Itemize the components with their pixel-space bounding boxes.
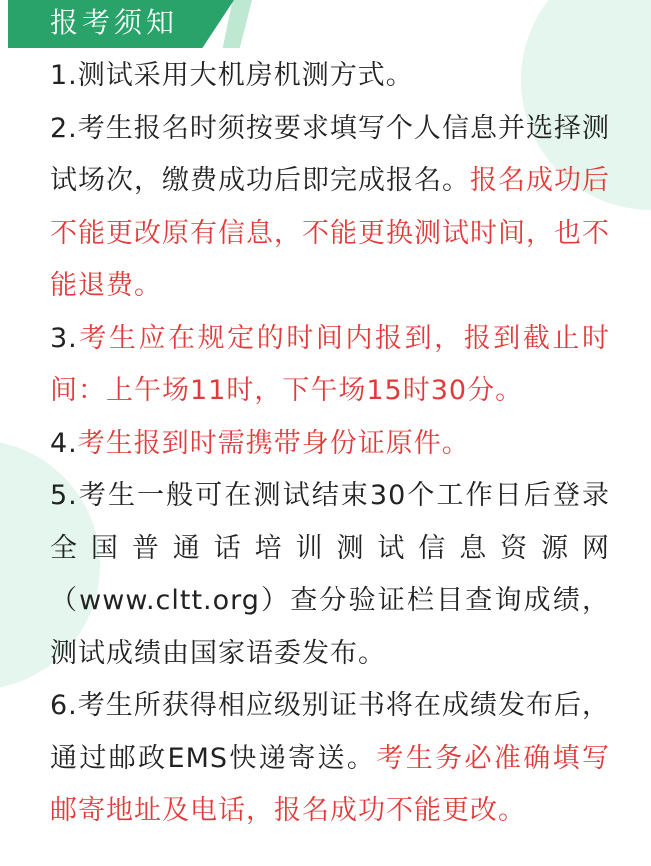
page-title: 报考须知 bbox=[50, 6, 179, 39]
item-text: 测试采用大机房机测方式。 bbox=[77, 60, 414, 91]
notice-item-5 bbox=[50, 470, 610, 680]
item-highlight-text: 考生务必准确填写邮寄地址及电话，报名成功不能更改。 bbox=[50, 742, 611, 826]
notice-item-1 bbox=[50, 50, 610, 103]
notice-item-3 bbox=[50, 313, 610, 418]
item-text: 考生报名时须按要求填写个人信息并选择测试场次，缴费成功后即完成报名。 bbox=[50, 112, 610, 196]
item-number: 2. bbox=[50, 112, 78, 144]
item-number: 4. bbox=[50, 427, 78, 459]
item-text: 考生所获得相应级别证书将在成绩发布后，通过邮政EMS快递寄送。 bbox=[50, 690, 610, 774]
item-number: 6. bbox=[50, 690, 78, 721]
item-highlight-text: 考生应在规定的时间内报到，报到截止时间：上午场11时，下午场15时30分。 bbox=[50, 322, 610, 406]
notice-list bbox=[50, 50, 610, 838]
item-highlight-text: 报名成功后不能更改原有信息，不能更换测试时间，也不能退费。 bbox=[50, 165, 610, 301]
item-number: 5. bbox=[50, 480, 78, 511]
notice-item-6 bbox=[50, 680, 610, 838]
item-text: 考生一般可在测试结束30个工作日后登录全国普通话培训测试信息资源网（www.cltt.org）查分验证栏目查询成绩，测试成绩由国家语委发布。 bbox=[50, 480, 610, 669]
notice-item-4 bbox=[50, 418, 610, 471]
notice-item-2 bbox=[50, 103, 610, 313]
item-number: 3. bbox=[50, 322, 78, 354]
item-highlight-text: 考生报到时需携带身份证原件。 bbox=[77, 427, 470, 459]
item-number: 1. bbox=[50, 60, 78, 91]
